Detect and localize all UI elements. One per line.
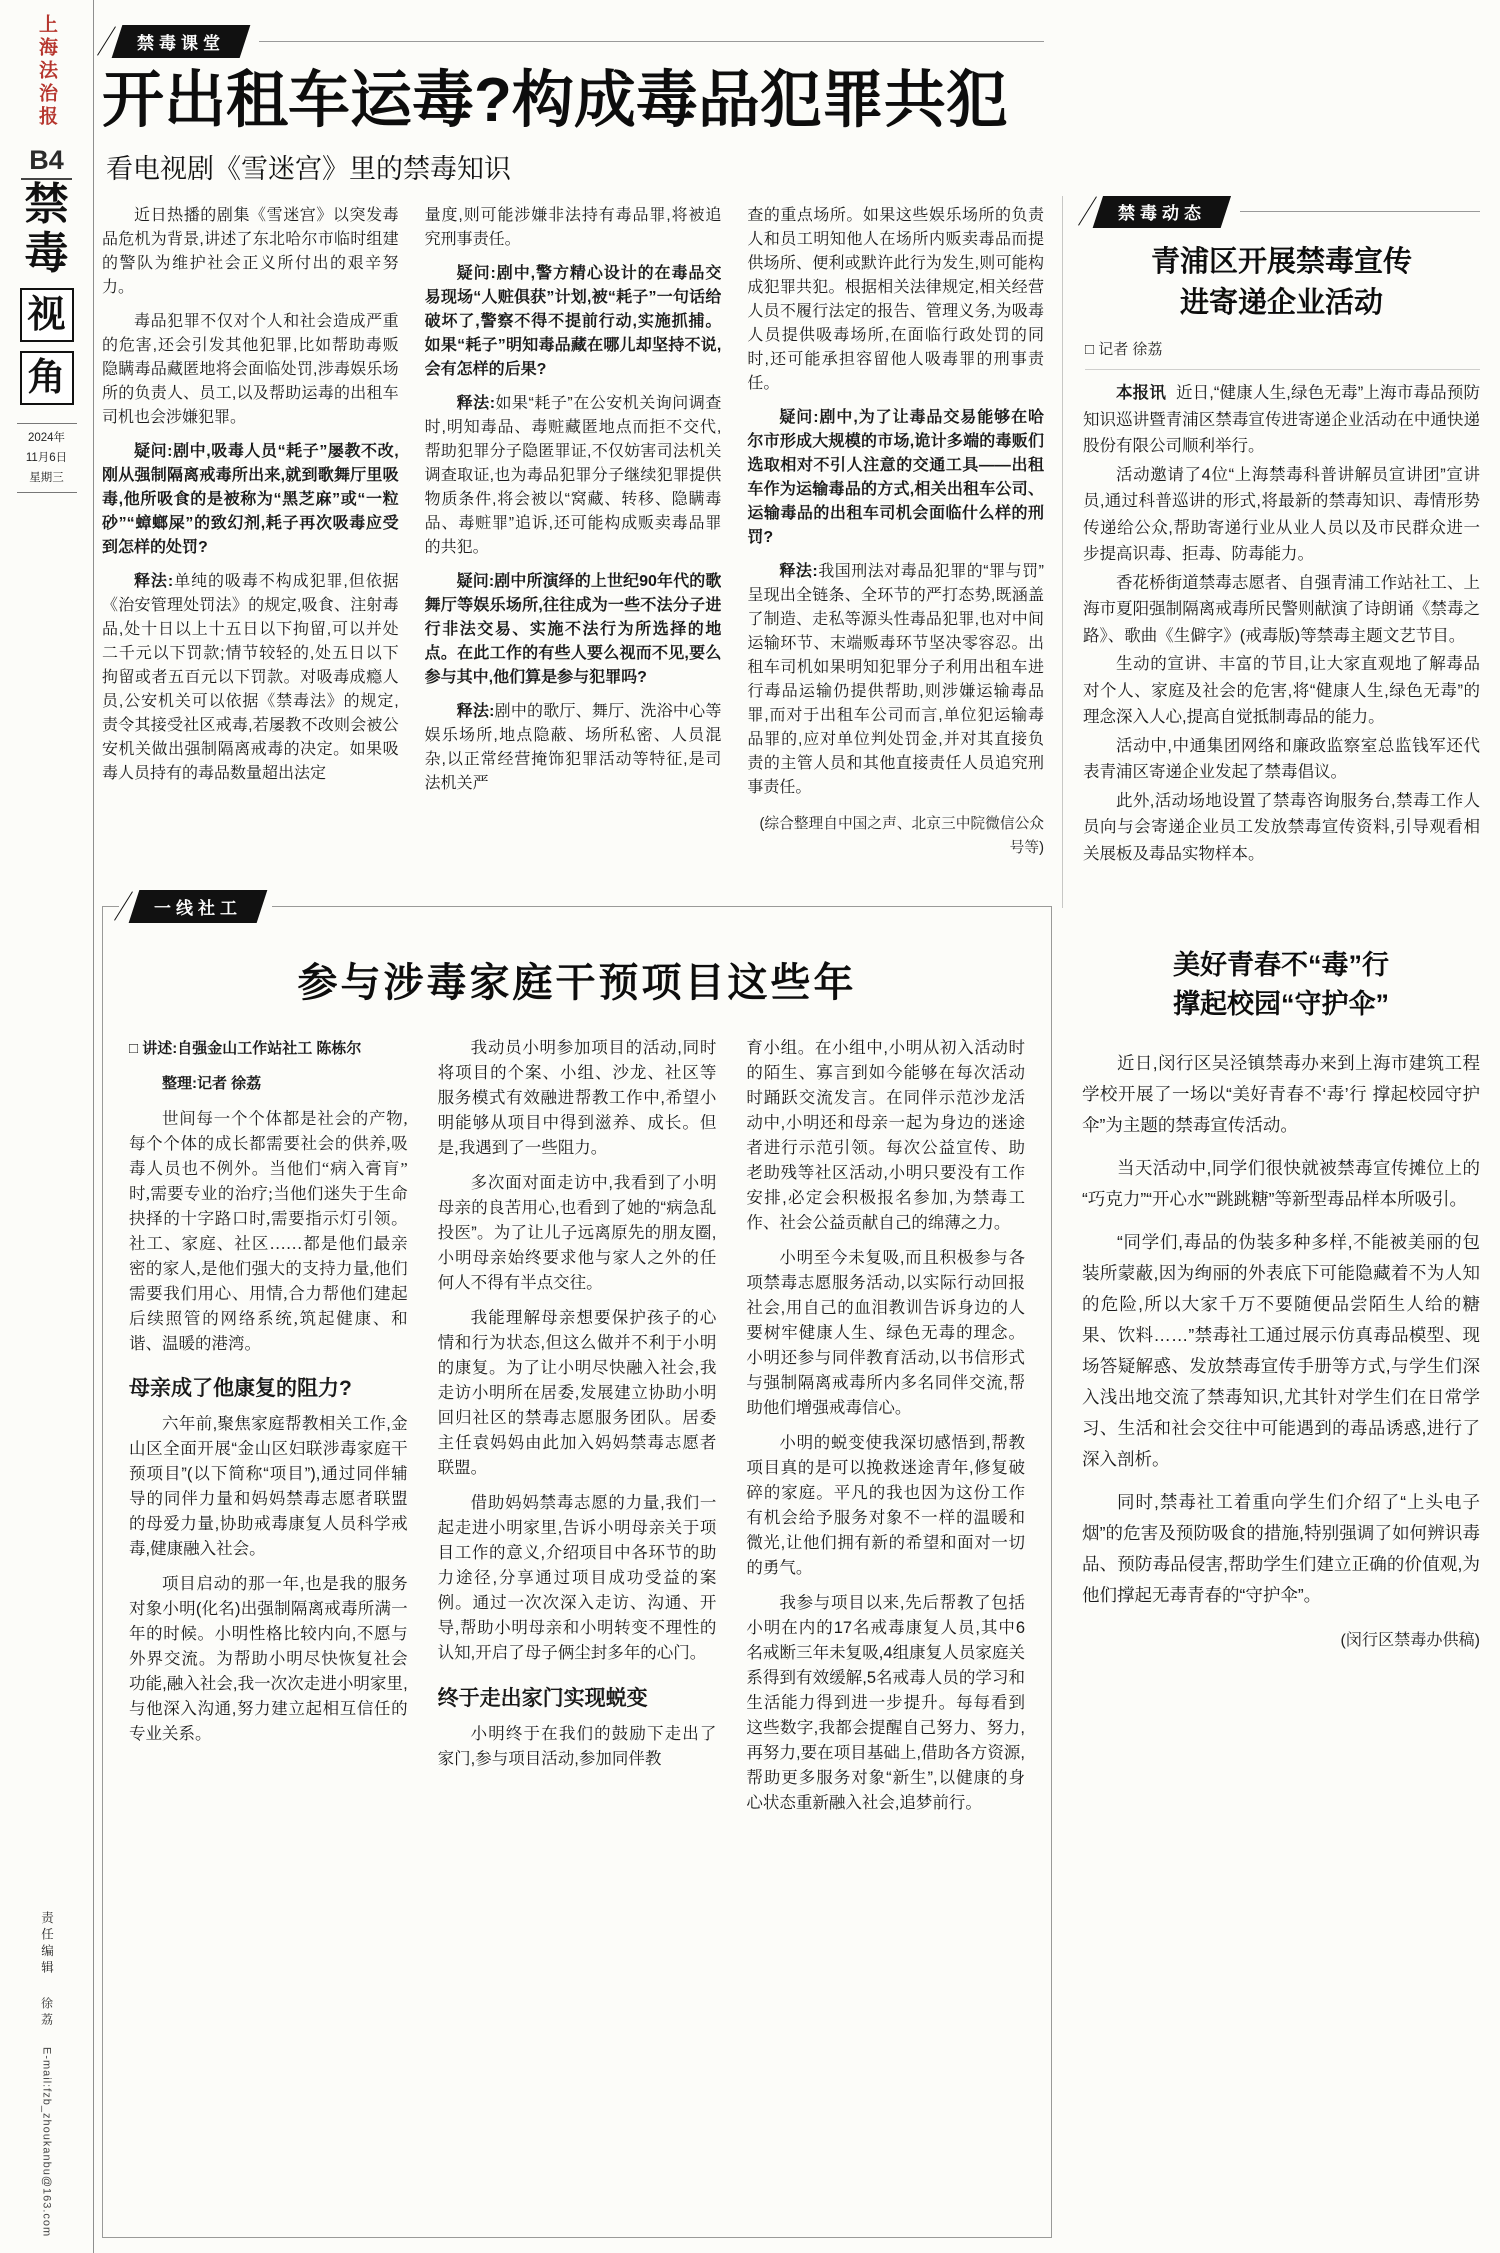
sidebar-credits (0, 1911, 93, 2237)
headline-line: 美好青春不“毒”行 (1173, 950, 1389, 980)
masthead-logo: 上海法治报 (36, 13, 57, 129)
news-brief-section (1062, 196, 1480, 908)
paragraph (438, 1306, 717, 1481)
paragraph (747, 406, 1044, 550)
paragraph (129, 1412, 408, 1562)
paragraph (1083, 651, 1480, 731)
paragraph-text: 如果“耗子”在公安机关询问调查时,明知毒品、毒赃藏匿地点而拒不交代,帮助犯罪分子隐匿罪证,不仅妨害司法机关调查取证,也为毒品犯罪分子继续犯罪提供物质条件,将会被以“窝藏、转移、隐瞒毒品、毒赃罪”追诉,还可能构成贩卖毒品罪的共犯。 (424, 395, 722, 557)
paragraph-text: “同学们,毒品的伪装多种多样,不能被美丽的包装所蒙蔽,因为绚丽的外表底下可能隐藏着不为人知的危险,所以大家千万不要随便品尝陌生人给的糖果、饮料……”禁毒社工通过展示仿真毒品模型、现场答疑解惑、发放禁毒宣传手册等方式,与学生们深入浅出地交流了禁毒知识,尤其针对学生们在日常学习、生活和社会交往中可能遇到的毒品诱惑,进行了深入剖析。 (1082, 1232, 1480, 1469)
news-brief-body (1083, 380, 1480, 867)
paragraph-text: 香花桥街道禁毒志愿者、自强青浦工作站社工、上海市夏阳强制隔离戒毒所民警则献演了诗朗诵《禁毒之路》、歌曲《生僻字》(戒毒版)等禁毒主题文艺节目。 (1083, 573, 1480, 645)
tag-label: 禁毒课堂 (112, 25, 251, 58)
sidebar (0, 0, 94, 2253)
paragraph (425, 700, 722, 796)
email-credit: E-mail:fzb_zhoukanbu@163.com (40, 2046, 53, 2237)
paragraph-text: 单纯的吸毒不构成犯罪,但依据《治安管理处罚法》的规定,吸食、注射毒品,处十日以上十五日以下拘留,可以并处二千元以下罚款;情节较轻的,处五日以下拘留或者五百元以下罚款。对吸毒成瘾人员,公安机关可以依据《禁毒法》的规定,责令其接受社区戒毒,若屡教不改则会被公安机关做出强制隔离戒毒的决定。如果吸毒人员持有的毒品数量超出法定 (102, 573, 399, 783)
paragraph (129, 1572, 408, 1747)
paragraph (1082, 1623, 1480, 1656)
date-line: 11月6日 (25, 451, 68, 464)
paragraph (746, 1246, 1025, 1421)
social-worker-headline: 参与涉毒家庭干预项目这些年 (297, 961, 857, 1005)
paragraph (425, 204, 722, 252)
paragraph-text: 查的重点场所。如果这些娱乐场所的负责人和员工明知他人在场所内贩卖毒品而提供场所、便利或默许此行为发生,则可能构成犯罪共犯。根据相关法律规定,相关经营人员不履行法定的报告、管理义务,为吸毒人员提供吸毒场所,在面临行政处罚的同时,还可能承担容留他人吸毒罪的刑事责任。 (747, 207, 1044, 393)
paragraph-text: 我动员小明参加项目的活动,同时将项目的个案、小组、沙龙、社区等服务模式有效融进帮教工作中,希望小明能够从项目中得到滋养、成长。但是,我遇到了一些阻力。 (437, 1039, 717, 1157)
paragraph (1083, 570, 1480, 650)
paragraph-text: 小明的蜕变使我深切感悟到,帮教项目真的是可以挽救迷途青年,修复破碎的家庭。平凡的我也因为这份工作有机会给予服务对象不一样的温暖和微光,让他们拥有新的希望和面对一切的勇气。 (746, 1434, 1025, 1577)
paragraph (746, 1431, 1025, 1581)
paragraph (425, 392, 722, 560)
paragraph-text: 近日,“健康人生,绿色无毒”上海市毒品预防知识巡讲暨青浦区禁毒宣传进寄递企业活动在中通快递股份有限公司顺利举行。 (1083, 384, 1480, 455)
section-logo-char: 角 (20, 351, 74, 405)
article-column (438, 1036, 717, 2234)
headline-line: 青浦区开展禁毒宣传 (1150, 246, 1412, 278)
paragraph (1082, 1153, 1480, 1215)
reporter-byline: □ 记者 徐荔 (1085, 338, 1480, 370)
paragraph-text: 生动的宣讲、丰富的节目,让大家直观地了解毒品对个人、家庭及社会的危害,将“健康人生,绿色无毒”的理念深入人心,提高自觉抵制毒品的能力。 (1083, 655, 1480, 726)
article-body (102, 204, 1044, 872)
section-title-char: 禁 (24, 180, 69, 229)
tag-label: 禁毒动态 (1093, 196, 1232, 228)
paragraph-text: 母亲成了他康复的阻力? (129, 1377, 352, 1400)
paragraph-text: 活动中,中通集团网络和廉政监察室总监钱军还代表青浦区寄递企业发起了禁毒倡议。 (1083, 736, 1480, 781)
article-column (747, 204, 1044, 872)
article-column (102, 204, 399, 872)
date-line: 2024年 (27, 431, 66, 444)
tag-rule (1240, 211, 1480, 212)
news-brief-headline (1083, 242, 1480, 324)
section-tag-news (1083, 196, 1480, 226)
paragraph-text: 世间每一个个体都是社会的产物,每个个体的成长都需要社会的供养,吸毒人员也不例外。当他们“病入膏肓”时,需要专业的治疗;当他们迷失于生命抉择的十字路口时,需要指示灯引领。社工、家庭、社区……都是他们最亲密的家人,是他们强大的支持力量,他们需要我们用心、用情,合力帮他们建起后续照管的网络系统,筑起健康、和谐、温暖的港湾。 (129, 1109, 408, 1353)
paragraph (1083, 733, 1480, 786)
paragraph-text: 项目启动的那一年,也是我的服务对象小明(化名)出强制隔离戒毒所满一年的时候。小明性格比较内向,不愿与外界交流。为帮助小明尽快恢复社会功能,融入社会,我一次次走进小明家里,与他深入沟通,努力建立起相互信任的专业关系。 (129, 1575, 408, 1744)
paragraph-text: 借助妈妈禁毒志愿的力量,我们一起走进小明家里,告诉小明母亲关于项目工作的意义,介绍项目中各环节的助力途径,分享通过项目成功受益的案例。通过一次次深入走访、沟通、开导,帮助小明母亲和小明转变不理性的认知,开启了母子俩尘封多年的心门。 (437, 1494, 717, 1662)
paragraph (102, 310, 399, 430)
paragraph-text: (综合整理自中国之声、北京三中院微信公众号等) (759, 816, 1044, 857)
editor-name: 徐荔 (39, 1996, 54, 2029)
paragraph (747, 204, 1044, 396)
paragraph-text: 我国刑法对毒品犯罪的“罪与罚”呈现出全链条、全环节的严打态势,既涵盖了制造、走私等源头性毒品犯罪,也对中间运输环节、末端贩毒环节坚决零容忍。出租车司机如果明知犯罪分子利用出租车进行毒品运输仍提供帮助,则涉嫌运输毒品罪,而对于出租车公司而言,单位犯运输毒品罪的,应对单位判处罚金,并对其直接负责的主管人员和其他直接责任人员追究刑事责任。 (747, 563, 1044, 797)
paragraph (1082, 1048, 1480, 1141)
campus-article (1082, 940, 1480, 2236)
paragraph (747, 560, 1044, 800)
paragraph (747, 810, 1044, 860)
paragraph-text: 终于走出家门实现蜕变 (437, 1687, 648, 1710)
page-number: B4 (21, 145, 72, 180)
editor-credit (38, 1911, 56, 2028)
paragraph-text: 此外,活动场地设置了禁毒咨询服务台,禁毒工作人员向与会寄递企业员工发放禁毒宣传资料,引导观看相关展板及毒品实物样本。 (1083, 791, 1480, 863)
paragraph (129, 1376, 408, 1402)
paragraph (438, 1722, 717, 1772)
paragraph (438, 1036, 717, 1161)
paragraph-text: 近日,闵行区吴泾镇禁毒办来到上海市建筑工程学校开展了一场以“美好青春不‘毒’行 撑起校园守护伞”为主题的禁毒宣传活动。 (1082, 1053, 1480, 1135)
paragraph-text: 六年前,聚焦家庭帮教相关工作,金山区全面开展“金山区妇联涉毒家庭干预项目”(以下简称“项目”),通过同伴辅导的同伴力量和妈妈禁毒志愿者联盟的母爱力量,协助戒毒康复人员科学戒毒,健康融入社会。 (129, 1415, 408, 1559)
paragraph (129, 1106, 408, 1356)
paragraph-label: 释法: (456, 703, 495, 721)
paragraph-text: 剧中,为了让毒品交易能够在哈尔市形成大规模的市场,诡计多端的毒贩们选取相对不引人注意的交通工具——出租车作为运输毒品的方式,相关出租车公司、运输毒品的出租车司机会面临什么样的刑罚? (747, 409, 1044, 547)
paragraph (1083, 380, 1480, 460)
tag-rule (259, 41, 1044, 42)
paragraph-text: 近日热播的剧集《雪迷宫》以突发毒品危机为背景,讲述了东北哈尔市临时组建的警队为维护社会正义所付出的艰辛努力。 (102, 207, 399, 297)
editor-label: 责任编辑 (39, 1911, 54, 1978)
headline-line: 撑起校园“守护伞” (1173, 989, 1389, 1019)
paragraph-text: 同时,禁毒社工着重向学生们介绍了“上头电子烟”的危害及预防吸食的措施,特别强调了如何辨识毒品、预防毒品侵害,帮助学生们建立正确的价值观,为他们撑起无毒青春的“守护伞”。 (1082, 1492, 1480, 1605)
paragraph-text: 毒品犯罪不仅对个人和社会造成严重的危害,还会引发其他犯罪,比如帮助毒贩隐瞒毒品藏匿地将会面临处罚,涉毒娱乐场所的负责人、员工,以及帮助运毒的出租车司机也会涉嫌犯罪。 (102, 313, 399, 427)
paragraph (425, 570, 722, 690)
paragraph (129, 1036, 408, 1061)
paragraph-text: 育小组。在小组中,小明从初入活动时的陌生、寡言到如今能够在每次活动时踊跃交流发言。在同伴示范沙龙活动中,小明还和母亲一起为身边的迷途者进行示范引领。每次公益宣传、助老助残等社区活动,小明只要没有工作安排,必定会积极报名参加,为禁毒工作、社会公益贡献自己的绵薄之力。 (746, 1039, 1025, 1232)
section-logo-char: 视 (20, 288, 74, 342)
paragraph (438, 1686, 717, 1712)
divider (17, 423, 77, 424)
paragraph-text: 我能理解母亲想要保护孩子的心情和行为状态,但这么做并不利于小明的康复。为了让小明尽快融入社会,我走访小明所在居委,发展建立协助小明回归社区的禁毒志愿服务团队。居委主任袁妈妈由此加入妈妈禁毒志愿者联盟。 (437, 1309, 717, 1477)
paragraph (102, 204, 399, 300)
date-block (11, 423, 83, 493)
paragraph-text: 我参与项目以来,先后帮教了包括小明在内的17名戒毒康复人员,其中6名戒断三年未复吸,4组康复人员家庭关系得到有效缓解,5名戒毒人员的学习和生活能力得到进一步提升。每每看到这些数字,我都会提醒自己努力、努力,再努力,要在项目基础上,借助各方资源,帮助更多服务对象“新生”,以健康的身心状态重新融入社会,追梦前行。 (746, 1594, 1025, 1812)
paragraph-text: 整理:记者 徐荔 (162, 1075, 262, 1092)
paragraph-text: 剧中的歌厅、舞厅、洗浴中心等娱乐场所,地点隐蔽、场所私密、人员混杂,以正常经营掩饰犯罪活动等特征,是司法机关严 (424, 703, 722, 793)
paragraph-label: 疑问: (134, 443, 173, 461)
campus-body (1082, 1048, 1480, 1656)
paragraph (438, 1491, 717, 1666)
article-column (746, 1036, 1025, 2234)
paragraph-label: 释法: (134, 573, 174, 591)
main-headline: 开出租车运毒?构成毒品犯罪共犯 (102, 66, 1008, 135)
paragraph-label: 疑问: (456, 265, 496, 283)
headline-line: 进寄递企业活动 (1179, 287, 1383, 319)
paragraph (425, 262, 722, 382)
paragraph-text: □ 讲述:自强金山工作站社工 陈栋尔 (129, 1040, 362, 1057)
paragraph-text: 量度,则可能涉嫌非法持有毒品罪,将被追究刑事责任。 (424, 207, 722, 249)
article-column (129, 1036, 408, 2234)
paragraph-text: 多次面对面走访中,我看到了小明母亲的良苦用心,也看到了她的“病急乱投医”。为了让儿子远离原先的朋友圈,小明母亲始终要求他与家人之外的任何人不得有半点交往。 (437, 1174, 717, 1292)
top-article (102, 26, 1044, 872)
paragraph-text: 剧中,警方精心设计的在毒品交易现场“人赃俱获”计划,被“耗子”一句话给破坏了,警察不得不提前行动,实施抓捕。如果“耗子”明知毒品藏在哪儿却坚持不说,会有怎样的后果? (424, 265, 722, 379)
section-title-char: 毒 (24, 229, 69, 279)
paragraph (746, 1591, 1025, 1816)
sub-headline: 看电视剧《雪迷宫》里的禁毒知识 (106, 154, 511, 185)
paragraph (1083, 462, 1480, 568)
section-tag-social-worker (119, 891, 272, 921)
tag-label: 一线社工 (129, 890, 268, 923)
paragraph-text: 剧中,吸毒人员“耗子”屡教不改,刚从强制隔离戒毒所出来,就到歌舞厅里吸毒,他所吸食的是被称为“黑芝麻”或“一粒砂”“蟑螂屎”的致幻剂,耗子再次吸毒应受到怎样的处罚? (102, 443, 399, 557)
date-line: 星期三 (29, 471, 64, 484)
paragraph-text: 小明至今未复吸,而且积极参与各项禁毒志愿服务活动,以实际行动回报社会,用自己的血泪教训告诉身边的人要树牢健康人生、绿色无毒的理念。小明还参与同伴教育活动,以书信形式与强制隔离戒毒所内多名同伴交流,帮助他们增强戒毒信心。 (746, 1249, 1025, 1417)
paragraph-label: 疑问: (456, 573, 495, 591)
paragraph (102, 570, 399, 786)
article-column (425, 204, 722, 872)
paragraph (129, 1071, 408, 1096)
paragraph (102, 440, 399, 560)
paragraph-label: 释法: (779, 563, 818, 581)
campus-headline (1082, 946, 1480, 1024)
paragraph-text: 当天活动中,同学们很快就被禁毒宣传摊位上的“巧克力”“开心水”“跳跳糖”等新型毒品样本所吸引。 (1082, 1158, 1480, 1209)
paragraph (438, 1171, 717, 1296)
paragraph-label: 疑问: (779, 409, 819, 427)
paragraph-label: 本报讯 (1116, 384, 1167, 402)
paragraph-label: 释法: (456, 395, 496, 413)
paragraph (1082, 1487, 1480, 1611)
divider (17, 492, 77, 493)
paragraph-text: 小明终于在我们的鼓励下走出了家门,参与项目活动,参加同伴教 (437, 1725, 717, 1769)
paragraph (1082, 1227, 1480, 1475)
social-worker-section (102, 898, 1052, 2238)
article-body (129, 1036, 1025, 2234)
paragraph-text: (闵行区禁毒办供稿) (1340, 1631, 1480, 1649)
paragraph (746, 1036, 1025, 1236)
paragraph-text: 剧中所演绎的上世纪90年代的歌舞厅等娱乐场所,往往成为一些不法分子进行非法交易、实施不法行为所选择的地点。在此工作的有些人要么视而不见,要么参与其中,他们算是参与犯罪吗? (424, 573, 722, 687)
section-tag-classroom (102, 26, 1044, 56)
paragraph-text: 活动邀请了4位“上海禁毒科普讲解员宣讲团”宣讲员,通过科普巡讲的形式,将最新的禁毒知识、毒情形势传递给公众,帮助寄递行业从业人员以及市民群众进一步提高识毒、拒毒、防毒能力。 (1083, 465, 1480, 563)
paragraph (1083, 788, 1480, 868)
